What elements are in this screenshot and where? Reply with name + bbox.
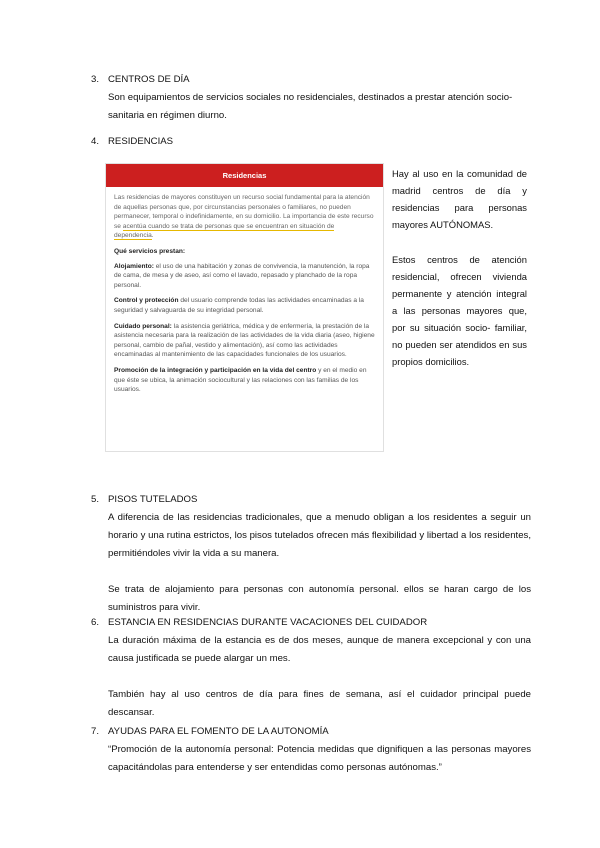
figure-item-text: la asistencia geriátrica, médica y de enfermería, la prestación de la asistencia necesaria para la realización de las actividades de la vida diaria (aseo, higiene personal, cambio de pañal, vestido y alimentación), así como las actividades encaminadas al mantenimiento de las capacidades funcionales de los usuarios. — [114, 322, 375, 359]
side-paragraph: Hay al uso en la comunidad de madrid centros de día y residencias para personas mayores AUTÓNOMAS. — [392, 168, 527, 230]
section-number: 7. — [91, 726, 100, 737]
figure-item — [114, 296, 375, 315]
section-title: RESIDENCIAS — [108, 136, 174, 147]
figure-item-text: y en el medio en que éste se ubica, la animación sociocultural y las relaciones con las familias de los usuarios. — [114, 366, 367, 394]
figure-intro-text: Las residencias de mayores constituyen un recurso social fundamental para la atención de aquellas personas que, por circunstancias personales o familiares, no pueden permanecer, temporal o indefinidamente, en su domicilio. La importancia de este recurso se — [114, 194, 374, 230]
figure-item-text: el uso de una habitación y zonas de convivencia, la manutención, la ropa de cama, de mesa y de aseo, así como el lavado, repasado y planchado de la ropa personal. — [114, 262, 370, 289]
figure-item-text: del usuario comprende todas las actividades encaminadas a la seguridad y salvaguarda de su integridad personal. — [114, 297, 364, 314]
section-pisos-tutelados — [91, 491, 531, 617]
section-heading — [91, 71, 531, 89]
section-paragraph: La duración máxima de la estancia es de dos meses, aunque de manera excepcional y con una causa justificada se puede alargar un mes. — [108, 635, 531, 664]
section-number: 4. — [91, 136, 100, 147]
figure-banner: Residencias — [106, 164, 383, 187]
section-title: CENTROS DE DÍA — [108, 74, 190, 85]
section-paragraph: “Promoción de la autonomía personal: Potencia medidas que dignifiquen a las personas mayores capacitándolas para entenderse y ser entendidas como personas autónomas.” — [108, 744, 531, 773]
section-paragraph: Son equipamientos de servicios sociales no residenciales, destinados a prestar atención socio-sanitaria en régimen diurno. — [108, 92, 513, 121]
side-paragraph: Estos centros de atención residencial, ofrecen vivienda permanente y atención integral a las personas mayores que, por su situación socio- familiar, no pueden ser atendidos en sus propios domicilios. — [392, 254, 527, 367]
section-estancia-vacaciones — [91, 614, 531, 722]
figure-item-bold: Promoción de la integración y participación en la vida del centro — [114, 366, 317, 374]
figure-item-bold: Cuidado personal: — [114, 322, 172, 330]
section-heading — [91, 614, 531, 632]
section-centros-de-dia — [91, 71, 531, 125]
section-paragraph: Se trata de alojamiento para personas con autonomía personal. ellos se haran cargo de los suministros para vivir. — [108, 584, 531, 613]
figure-item-bold: Alojamiento: — [114, 262, 154, 270]
section-heading — [91, 723, 531, 741]
section-paragraph: A diferencia de las residencias tradicionales, que a menudo obligan a los residentes a seguir un horario y una rutina estrictos, los pisos tutelados ofrecen más flexibilidad y libertad a los residentes, permitiéndoles vivir la vida a su manera. — [108, 512, 531, 559]
figure-intro-end: . — [151, 232, 154, 240]
section-number: 3. — [91, 74, 100, 85]
section-ayudas-autonomia — [91, 723, 531, 777]
section-number: 5. — [91, 494, 100, 505]
side-column — [392, 165, 527, 370]
figure-item-bold: Control y protección — [114, 297, 179, 305]
figure-intro — [114, 193, 375, 241]
figure-item — [114, 262, 375, 291]
section-residencias — [91, 133, 531, 151]
figure-question: Qué servicios prestan: — [114, 247, 186, 255]
figure-item — [114, 366, 375, 395]
section-title: PISOS TUTELADOS — [108, 494, 198, 505]
residencias-info-image — [105, 163, 384, 452]
figure-intro-highlight: acentúa cuando se trata de personas que se encuentran en situación de dependencia — [114, 222, 335, 240]
section-title: ESTANCIA EN RESIDENCIAS DURANTE VACACIONES DEL CUIDADOR — [108, 617, 428, 628]
section-paragraph: También hay al uso centros de día para fines de semana, así el cuidador principal puede descansar. — [108, 689, 531, 718]
section-title: AYUDAS PARA EL FOMENTO DE LA AUTONOMÍA — [108, 726, 329, 737]
section-heading — [91, 133, 531, 151]
section-number: 6. — [91, 617, 100, 628]
section-heading — [91, 491, 531, 509]
figure-item — [114, 322, 375, 360]
